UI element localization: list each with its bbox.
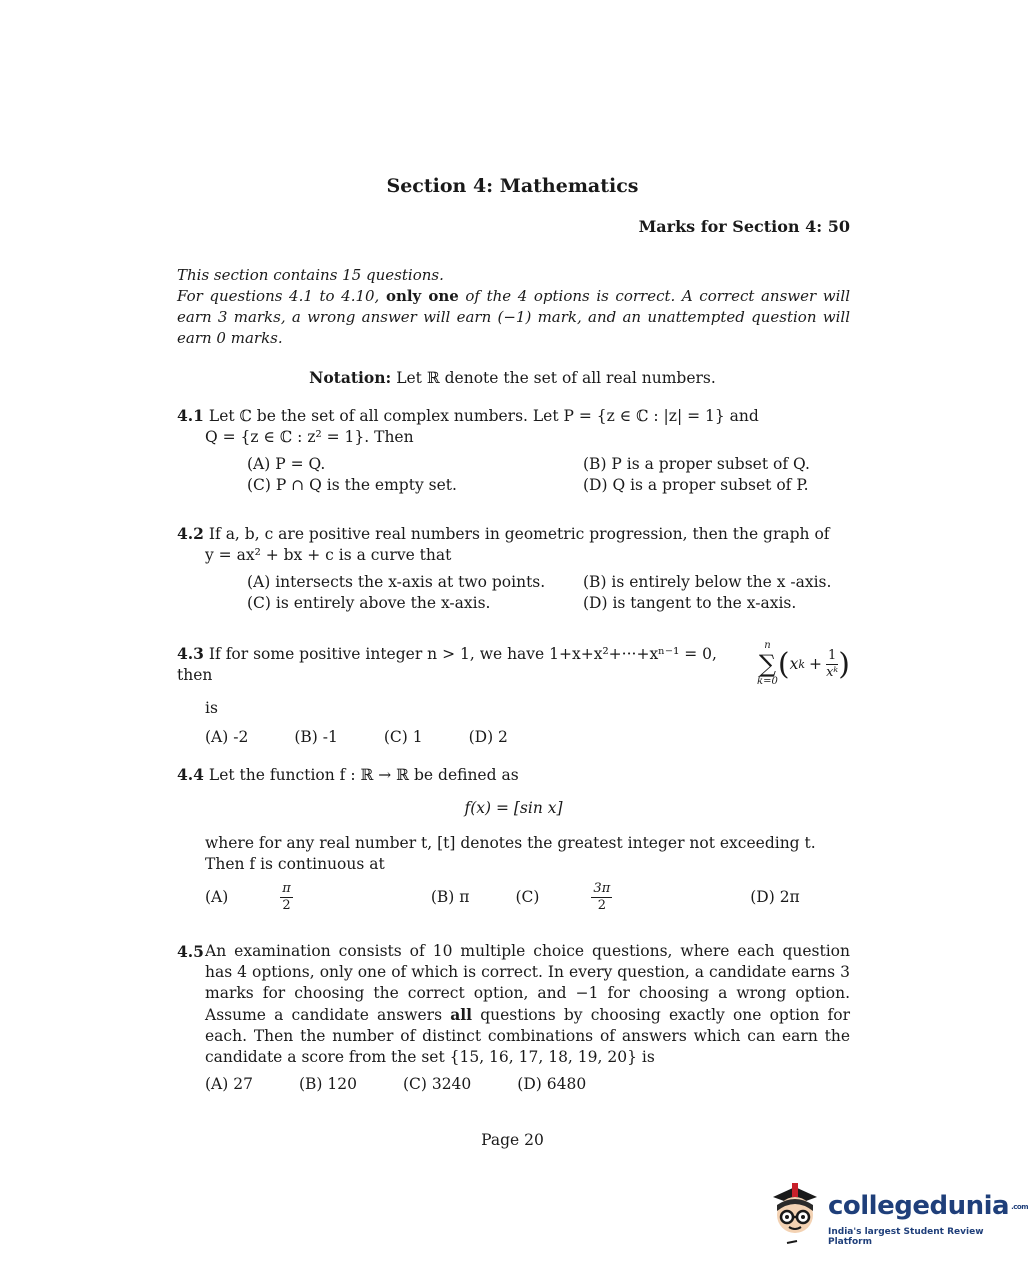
option-d: (D) 2π bbox=[750, 888, 800, 906]
options bbox=[205, 881, 850, 914]
option-a: (A) 27 bbox=[205, 1075, 253, 1093]
option-a bbox=[205, 881, 385, 914]
option-c: (C) P ∩ Q is the empty set. bbox=[247, 476, 457, 494]
instruction-text: For questions 4.1 to 4.10, bbox=[177, 287, 380, 305]
option-d: (D) 2 bbox=[468, 728, 508, 746]
option-b: (B) is entirely below the x -axis. bbox=[583, 573, 832, 591]
fraction-numerator: 1 bbox=[828, 647, 837, 663]
notation-label: Notation: bbox=[309, 368, 392, 387]
instruction-line: This section contains 15 questions. bbox=[177, 266, 444, 284]
sum-lower-limit: k=0 bbox=[757, 676, 778, 687]
question-text bbox=[205, 941, 850, 1068]
page-number: Page 20 bbox=[481, 1131, 544, 1149]
logo-tagline: India's largest Student Review Platform bbox=[828, 1227, 984, 1247]
question-text: If for some positive integer n > 1, we have 1+x+x²+···+xⁿ⁻¹ = 0, then bbox=[177, 644, 717, 684]
term-base: x bbox=[789, 654, 799, 673]
question-4-4 bbox=[177, 764, 850, 914]
instruction-text: of the 4 options is correct. A correct answer will earn 3 marks, a wrong answer will earn (−1) mark, and an unattempted question will earn 0 marks. bbox=[177, 287, 850, 347]
instruction-emphasis: only one bbox=[385, 287, 459, 305]
fraction bbox=[591, 881, 658, 914]
option-d: (D) 6480 bbox=[517, 1075, 587, 1093]
option-b: (B) -1 bbox=[294, 728, 338, 746]
fraction bbox=[280, 881, 339, 914]
section-instructions bbox=[177, 265, 850, 349]
question-4-3 bbox=[177, 640, 850, 748]
section-marks: Marks for Section 4: 50 bbox=[638, 217, 850, 236]
notation bbox=[0, 368, 1025, 387]
instruction-paragraph bbox=[177, 286, 850, 349]
summation-expression: n ∑ k=0 ( x k + $\frac{1}{\text{xᵏ}}$ ) bbox=[757, 640, 850, 687]
collegedunia-logo bbox=[765, 1175, 1028, 1255]
option-d: (D) Q is a proper subset of P. bbox=[583, 476, 809, 494]
question-4-5 bbox=[177, 941, 850, 1095]
question-number: 4.2 bbox=[177, 524, 204, 543]
options bbox=[247, 572, 850, 614]
fraction-denominator: xᵏ bbox=[826, 664, 839, 680]
sum-upper-limit: n bbox=[764, 640, 771, 651]
options bbox=[205, 1074, 850, 1095]
options bbox=[247, 454, 850, 496]
question-number: 4.5 bbox=[177, 942, 204, 961]
mascot-icon bbox=[765, 1175, 827, 1255]
option-a: (A) -2 bbox=[205, 728, 249, 746]
option-b: (B) π bbox=[430, 888, 470, 906]
question-number: 4.3 bbox=[177, 643, 204, 663]
question-text-part: An examination consists of 10 multiple choice questions, where each question has 4 options, only one of which is correct. In every question, a candidate earns 3 marks for choosing the correct option, and −1 for choosing a wrong option. Assume a candidate answers bbox=[205, 942, 850, 1024]
question-text: If a, b, c are positive real numbers in geometric progression, then the graph of bbox=[208, 525, 830, 543]
question-emphasis: all bbox=[450, 1005, 473, 1024]
question-text: is bbox=[205, 699, 218, 717]
fraction-denominator: 2 bbox=[597, 898, 606, 913]
question-text: Q = {z ∈ ℂ : z² = 1}. Then bbox=[205, 428, 414, 446]
option-b: (B) 120 bbox=[298, 1075, 357, 1093]
question-text: where for any real number t, [t] denotes the greatest integer not exceeding t. Then f is continuous at bbox=[205, 834, 816, 873]
question-text-part: questions by choosing exactly one option for each. Then the number of distinct combinations of answers which can earn the candidate a score from the set {15, 16, 17, 18, 19, 20} is bbox=[205, 1006, 850, 1066]
option-b: (B) P is a proper subset of Q. bbox=[583, 455, 810, 473]
term-exponent: k bbox=[798, 657, 805, 671]
logo-suffix: .com bbox=[1011, 1202, 1028, 1211]
fraction-numerator: 3π bbox=[593, 881, 611, 896]
options bbox=[205, 727, 850, 748]
question-text: Let ℂ be the set of all complex numbers. Let P = {z ∈ ℂ : |z| = 1} and bbox=[208, 407, 759, 425]
option-label: (C) bbox=[515, 888, 540, 906]
option-a: (A) P = Q. bbox=[247, 455, 326, 473]
fraction-numerator: π bbox=[282, 881, 291, 896]
question-text: Let the function f : ℝ → ℝ be defined as bbox=[208, 766, 519, 784]
option-c: (C) 3240 bbox=[402, 1075, 472, 1093]
question-4-2 bbox=[177, 523, 850, 614]
summation-symbol: n ∑ k=0 bbox=[757, 640, 778, 687]
fraction-denominator: 2 bbox=[282, 898, 291, 913]
section-title: Section 4: Mathematics bbox=[386, 175, 639, 197]
option-c bbox=[515, 881, 704, 914]
question-number: 4.4 bbox=[177, 765, 204, 784]
equation: f(x) = [sin x] bbox=[464, 799, 563, 817]
logo-name: collegedunia bbox=[828, 1191, 1010, 1221]
notation-text: Let ℝ denote the set of all real numbers. bbox=[396, 369, 716, 387]
option-c: (C) is entirely above the x-axis. bbox=[247, 594, 491, 612]
question-4-1 bbox=[177, 405, 850, 496]
option-d: (D) is tangent to the x-axis. bbox=[583, 594, 797, 612]
option-label: (A) bbox=[205, 888, 229, 906]
logo-wordmark bbox=[828, 1191, 1028, 1221]
question-text: y = ax² + bx + c is a curve that bbox=[205, 546, 452, 564]
question-number: 4.1 bbox=[177, 406, 204, 425]
fraction bbox=[826, 648, 838, 681]
option-c: (C) 1 bbox=[383, 728, 423, 746]
option-a: (A) intersects the x-axis at two points. bbox=[247, 573, 546, 591]
